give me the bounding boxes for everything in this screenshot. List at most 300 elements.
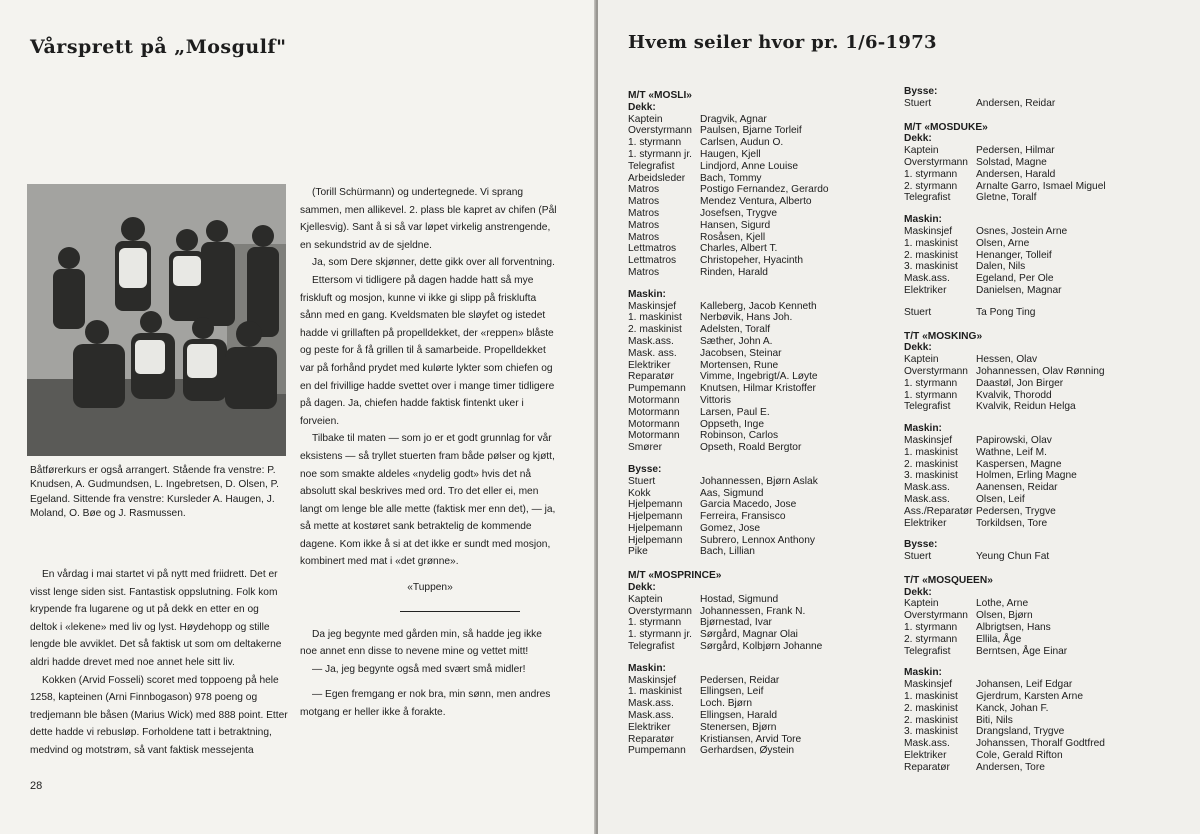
- crew-name: Andersen, Tore: [976, 761, 1045, 773]
- ship-block: [628, 570, 898, 757]
- ship-name: M/T «MOSDUKE»: [904, 121, 988, 133]
- paragraph: (Torill Schürmann) og undertegnede. Vi sprang sammen, men allikevel. 2. plass ble kapret av chifen (Pål Kjellesvig). Sant å si så var løpet virkelig anstrengende, en sekundstrid av de sjeldne.: [300, 187, 557, 251]
- crew-name: Olsen, Bjørn: [976, 610, 1033, 622]
- crew-row: [628, 430, 898, 442]
- crew-row: [628, 324, 898, 336]
- crew-role: Telegrafist: [628, 641, 675, 653]
- crew-role: 3. maskinist: [904, 726, 958, 738]
- crew-role: 1. styrmann: [904, 168, 958, 180]
- crew-role: Arbeidsleder: [628, 172, 686, 184]
- crew-name: Oppseth, Inge: [700, 418, 765, 430]
- crew-role: 1. maskinist: [904, 446, 958, 458]
- crew-role: Overstyrmann: [904, 610, 968, 622]
- crew-name: Adelsten, Toralf: [700, 324, 771, 336]
- ship-block: [904, 122, 1184, 319]
- crew-role: 2. maskinist: [628, 324, 682, 336]
- crew-name: Paulsen, Bjarne Torleif: [700, 125, 802, 137]
- crew-name: Cole, Gerald Rifton: [976, 750, 1063, 762]
- crew-name: Andersen, Reidar: [976, 97, 1056, 109]
- paragraph: Kokken (Arvid Fosseli) scoret med toppoeng på hele 1258, kapteinen (Arni Finnbogason) 978 poeng og tredjemann ble båsen (Marius Wick) med 888 point. Etter dette hadde vi rebusløp. Forholdene tatt i betraktning, medvind og motstrøm, så vant faktisk messejenta: [30, 674, 288, 756]
- crew-row: [904, 691, 1184, 703]
- crew-role: 1. styrmann jr.: [628, 148, 692, 160]
- ship-name: M/T «MOSPRINCE»: [628, 570, 722, 582]
- crew-role: Mask.ass.: [904, 493, 950, 505]
- crew-name: Bach, Lillian: [700, 546, 755, 558]
- crew-name: Gerhardsen, Øystein: [700, 745, 794, 757]
- crew-row: [904, 447, 1184, 459]
- crew-role: Motormann: [628, 418, 680, 430]
- crew-role: Overstyrmann: [904, 156, 968, 168]
- crew-name: Sæther, John A.: [700, 335, 773, 347]
- crew-row: [904, 169, 1184, 181]
- crew-name: Henanger, Tolleif: [976, 249, 1052, 261]
- crew-role: Kaptein: [904, 354, 939, 366]
- section-label: Maskin:: [904, 667, 942, 679]
- crew-row: [904, 598, 1184, 610]
- crew-role: Kokk: [628, 487, 651, 499]
- crew-name: Johanssen, Thoralf Godtfred: [976, 738, 1105, 750]
- crew-row: [904, 762, 1184, 774]
- crew-row: [904, 250, 1184, 262]
- crew-row: [904, 261, 1184, 273]
- crew-row: [628, 184, 898, 196]
- crew-name: Bjørnestad, Ivar: [700, 617, 772, 629]
- crew-row: [628, 125, 898, 137]
- crew-row: [904, 726, 1184, 738]
- section-label: Maskin:: [904, 423, 942, 435]
- crew-name: Ellingsen, Harald: [700, 710, 778, 722]
- crew-row: [628, 722, 898, 734]
- crew-role: Mask.ass.: [628, 710, 674, 722]
- crew-name: Larsen, Paul E.: [700, 406, 770, 418]
- crew-role: 2. maskinist: [904, 249, 958, 261]
- crew-name: Kalleberg, Jacob Kenneth: [700, 300, 817, 312]
- crew-row: [628, 617, 898, 629]
- crew-row: [628, 114, 898, 126]
- crew-section: [628, 102, 898, 279]
- crew-row: [628, 407, 898, 419]
- crew-role: 1. styrmann: [904, 389, 958, 401]
- crew-role: Matros: [628, 266, 660, 278]
- article-column-1: [30, 566, 288, 760]
- crew-name: Hansen, Sigurd: [700, 219, 771, 231]
- crew-name: Robinson, Carlos: [700, 430, 779, 442]
- crew-name: Sørgård, Kolbjørn Johanne: [700, 641, 823, 653]
- crew-section: [904, 667, 1184, 773]
- crew-role: Motormann: [628, 394, 680, 406]
- crew-role: Mask. ass.: [628, 347, 677, 359]
- crew-row: [904, 506, 1184, 518]
- anecdote-line: — Egen fremgang er nok bra, min sønn, men andres motgang er heller ikke å forakte.: [300, 689, 551, 719]
- crew-row: [904, 226, 1184, 238]
- photo-caption: Båtførerkurs er også arrangert. Stående fra venstre: P. Knudsen, A. Gudmundsen, L. Ingebretsen, D. Olsen, P. Egeland. Sittende fra venstre: Kursleder A. Haugen, J. Moland, O. Bøe og J. Rasmussen.: [30, 465, 279, 520]
- crew-role: Telegrafist: [904, 401, 951, 413]
- crew-role: 1. maskinist: [628, 686, 682, 698]
- crew-role: Stuert: [904, 97, 932, 109]
- crew-name: Pedersen, Hilmar: [976, 145, 1055, 157]
- crew-name: Knutsen, Hilmar Kristoffer: [700, 383, 816, 395]
- crew-role: Matros: [628, 207, 660, 219]
- crew-name: Kvalvik, Reidun Helga: [976, 401, 1076, 413]
- crew-row: [628, 675, 898, 687]
- crew-name: Torkildsen, Tore: [976, 517, 1048, 529]
- crew-row: [628, 336, 898, 348]
- crew-role: Elektriker: [904, 284, 947, 296]
- crew-row: [628, 546, 898, 558]
- crew-role: Motormann: [628, 430, 680, 442]
- crew-row: [904, 435, 1184, 447]
- crew-name: Haugen, Kjell: [700, 148, 761, 160]
- crew-role: 1. maskinist: [628, 312, 682, 324]
- crew-role: Reparatør: [628, 733, 674, 745]
- crew-row: [628, 196, 898, 208]
- crew-role: Telegrafist: [904, 645, 951, 657]
- crew-row: [904, 181, 1184, 193]
- crew-name: Olsen, Arne: [976, 237, 1030, 249]
- section-label: Dekk:: [904, 342, 932, 354]
- crew-row: [628, 710, 898, 722]
- crew-name: Johansen, Leif Edgar: [976, 679, 1073, 691]
- crew-row: [628, 629, 898, 641]
- crew-row: [904, 738, 1184, 750]
- crew-row: [628, 220, 898, 232]
- crew-name: Papirowski, Olav: [976, 434, 1052, 446]
- crew-role: 1. maskinist: [904, 237, 958, 249]
- crew-row: [904, 354, 1184, 366]
- crew-role: Maskinsjef: [628, 674, 677, 686]
- crew-row: [628, 232, 898, 244]
- crew-role: 1. styrmann: [904, 377, 958, 389]
- crew-name: Olsen, Leif: [976, 493, 1025, 505]
- crew-name: Kristiansen, Arvid Tore: [700, 733, 802, 745]
- paragraph: Tilbake til maten — som jo er et godt grunnlag for vår eksistens — så tryllet stuerten fram både pølser og kjøtt, noe som smakte aldeles «nydelig godt» hvis det nå absolutt skal beskrives med ord. Tro det eller ei, men langt om lenge ble alle mette (faktisk mer enn det), — ja, så mette at kostøret sank betraktelig de kommende dagene. Kom ikke å si at det ikke er sundt med mosjon, kombinert med mat i «det grønne».: [300, 433, 556, 568]
- crew-name: Dragvik, Agnar: [700, 113, 767, 125]
- crew-name: Drangsland, Trygve: [976, 726, 1065, 738]
- crew-role: 1. maskinist: [904, 691, 958, 703]
- crew-section: [904, 86, 1184, 110]
- crew-role: Maskinsjef: [904, 679, 953, 691]
- crew-role: Lettmatros: [628, 243, 677, 255]
- crew-row: [904, 703, 1184, 715]
- crew-row: [628, 745, 898, 757]
- crew-name: Mortensen, Rune: [700, 359, 779, 371]
- article-column-2: [300, 184, 560, 722]
- crew-row: [628, 523, 898, 535]
- crew-section: [628, 289, 898, 454]
- section-label: Bysse:: [628, 463, 662, 475]
- crew-role: Hjelpemann: [628, 534, 683, 546]
- crew-row: [628, 243, 898, 255]
- paragraph: En vårdag i mai startet vi på nytt med friidrett. Det er visst lenge siden sist. Fantastisk oppslutning. Folk kom krypende fra lugarene og ut på dekk en etter en og deltok i «lekene» med liv og lyst. Høydehopp og stille lengde ble avviklet. Det så faktisk ut som om deltakerne aldri hadde drevet med noe annet hele sitt liv.: [30, 569, 282, 668]
- crew-role: Telegrafist: [904, 192, 951, 204]
- crew-row: [628, 360, 898, 372]
- section-label: Maskin:: [628, 662, 666, 674]
- crew-row: [904, 750, 1184, 762]
- crew-role: Overstyrmann: [628, 605, 692, 617]
- crew-name: Lindjord, Anne Louise: [700, 160, 798, 172]
- crew-row: [904, 273, 1184, 285]
- crew-name: Ferreira, Fransisco: [700, 511, 786, 523]
- crew-name: Egeland, Per Ole: [976, 273, 1054, 285]
- crew-role: Elektriker: [904, 517, 947, 529]
- author-signature: «Tuppen»: [407, 582, 453, 594]
- crew-role: Mask.ass.: [628, 335, 674, 347]
- crew-row: [628, 267, 898, 279]
- crew-section: [904, 307, 1184, 319]
- crew-name: Ellingsen, Leif: [700, 686, 764, 698]
- crew-row: [628, 535, 898, 547]
- crew-role: 1. styrmann: [628, 617, 682, 629]
- crew-row: [628, 395, 898, 407]
- crew-row: [904, 459, 1184, 471]
- crew-row: [628, 511, 898, 523]
- crew-role: Pumpemann: [628, 383, 686, 395]
- crew-section: [904, 342, 1184, 413]
- crew-row: [628, 488, 898, 500]
- crew-row: [628, 594, 898, 606]
- crew-row: [904, 157, 1184, 169]
- crew-name: Gjerdrum, Karsten Arne: [976, 691, 1084, 703]
- crew-name: Carlsen, Audun O.: [700, 137, 784, 149]
- group-photo: [27, 184, 286, 456]
- crew-name: Opseth, Roald Bergtor: [700, 442, 802, 454]
- crew-role: Matros: [628, 219, 660, 231]
- section-label: Maskin:: [904, 214, 942, 226]
- crew-row: [904, 192, 1184, 204]
- crew-name: Pedersen, Reidar: [700, 674, 780, 686]
- crew-section: [628, 582, 898, 653]
- crew-row: [904, 390, 1184, 402]
- crew-role: Matros: [628, 184, 660, 196]
- crew-row: [628, 698, 898, 710]
- crew-role: Hjelpemann: [628, 499, 683, 511]
- crew-role: 2. styrmann: [904, 633, 958, 645]
- crew-row: [904, 470, 1184, 482]
- anecdote-line: Da jeg begynte med gården min, så hadde jeg ikke noe annet enn disse to nevene mine og vettet mitt!: [300, 628, 542, 658]
- crew-section: [904, 214, 1184, 297]
- crew-role: Mask.ass.: [904, 482, 950, 494]
- crew-row: [904, 610, 1184, 622]
- crew-row: [628, 161, 898, 173]
- crew-role: Matros: [628, 196, 660, 208]
- crew-role: Reparatør: [628, 371, 674, 383]
- left-page: [0, 0, 596, 834]
- crew-name: Garcia Macedo, Jose: [700, 499, 797, 511]
- crew-name: Johannessen, Bjørn Aslak: [700, 475, 818, 487]
- crew-role: 3. maskinist: [904, 261, 958, 273]
- crew-name: Bach, Tommy: [700, 172, 762, 184]
- divider: [400, 611, 520, 612]
- crew-row: [628, 149, 898, 161]
- crew-name: Rosåsen, Kjell: [700, 231, 766, 243]
- crew-name: Arnalte Garro, Ismael Miguel: [976, 180, 1106, 192]
- section-label: Maskin:: [628, 288, 666, 300]
- crew-row: [628, 312, 898, 324]
- crew-row: [904, 634, 1184, 646]
- crew-row: [904, 145, 1184, 157]
- crew-row: [628, 208, 898, 220]
- crew-name: Josefsen, Trygve: [700, 207, 778, 219]
- crew-row: [904, 401, 1184, 413]
- crew-name: Ellila, Åge: [976, 633, 1022, 645]
- crew-role: Mask.ass.: [628, 698, 674, 710]
- crew-name: Holmen, Erling Magne: [976, 470, 1077, 482]
- ship-block: [904, 575, 1184, 774]
- ship-name: T/T «MOSQUEEN»: [904, 574, 993, 586]
- crew-name: Mendez Ventura, Alberto: [700, 196, 812, 208]
- crew-row: [628, 419, 898, 431]
- crew-row: [628, 442, 898, 454]
- crew-role: Stuert: [628, 475, 656, 487]
- crew-role: Elektriker: [628, 721, 671, 733]
- crew-name: Johannessen, Olav Rønning: [976, 365, 1105, 377]
- crew-role: Maskinsjef: [904, 434, 953, 446]
- crew-section: [904, 539, 1184, 563]
- crew-name: Subrero, Lennox Anthony: [700, 534, 815, 546]
- crew-role: 1. styrmann jr.: [628, 629, 692, 641]
- right-page: [598, 0, 1200, 834]
- crew-name: Vittoris: [700, 394, 731, 406]
- crew-row: [628, 173, 898, 185]
- crew-name: Lothe, Arne: [976, 598, 1029, 610]
- crew-name: Kanck, Johan F.: [976, 702, 1049, 714]
- crew-column-left: [628, 90, 898, 769]
- crew-name: Danielsen, Magnar: [976, 284, 1062, 296]
- crew-row: [628, 476, 898, 488]
- crew-name: Pedersen, Trygve: [976, 505, 1056, 517]
- crew-role: Hjelpemann: [628, 522, 683, 534]
- crew-row: [628, 255, 898, 267]
- crew-role: Mask.ass.: [904, 738, 950, 750]
- section-label: Dekk:: [628, 101, 656, 113]
- crew-name: Hessen, Olav: [976, 354, 1038, 366]
- crew-role: 2. maskinist: [904, 702, 958, 714]
- crew-section: [904, 423, 1184, 529]
- crew-section: [904, 587, 1184, 658]
- paragraph: Ja, som Dere skjønner, dette gikk over all forventning.: [312, 257, 555, 269]
- crew-role: Kaptein: [628, 593, 663, 605]
- roster-title: Hvem seiler hvor pr. 1/6-1973: [628, 32, 937, 53]
- crew-name: Johannessen, Frank N.: [700, 605, 806, 617]
- crew-row: [904, 715, 1184, 727]
- crew-name: Biti, Nils: [976, 714, 1013, 726]
- crew-name: Christopeher, Hyacinth: [700, 255, 804, 267]
- crew-role: Kaptein: [628, 113, 663, 125]
- crew-role: Maskinsjef: [628, 300, 677, 312]
- crew-role: Kaptein: [904, 598, 939, 610]
- crew-row: [628, 301, 898, 313]
- paragraph: Ettersom vi tidligere på dagen hadde hatt så mye friskluft og mosjon, kunne vi ikke gi slipp på frisklufta sånn med en gang. Kveldsmaten ble sløyfet og istedet hadde vi grillaften på propelldekket, der «reppen» blåste og peste for å få grillen til å samarbeide. Propelldekket var på forhånd prydet med kulørte lykter som chiefen og en del frivillige hadde svettet over i mange timer tidligere på dagen. Ja, chiefen hadde faktisk fintenkt uker i forveien.: [300, 274, 555, 427]
- crew-name: Nerbøvik, Hans Joh.: [700, 312, 793, 324]
- crew-role: Elektriker: [904, 750, 947, 762]
- crew-name: Osnes, Jostein Arne: [976, 225, 1068, 237]
- crew-row: [904, 551, 1184, 563]
- crew-role: Matros: [628, 231, 660, 243]
- crew-role: Overstyrmann: [628, 125, 692, 137]
- crew-name: Hostad, Sigmund: [700, 593, 779, 605]
- crew-name: Jacobsen, Steinar: [700, 347, 782, 359]
- crew-name: Daastøl, Jon Birger: [976, 377, 1064, 389]
- crew-name: Postigo Fernandez, Gerardo: [700, 184, 829, 196]
- crew-row: [628, 499, 898, 511]
- crew-section: [904, 133, 1184, 204]
- crew-name: Charles, Albert T.: [700, 243, 778, 255]
- crew-row: [904, 518, 1184, 530]
- crew-role: Maskinsjef: [904, 225, 953, 237]
- crew-name: Wathne, Leif M.: [976, 446, 1047, 458]
- crew-row: [628, 686, 898, 698]
- crew-name: Gomez, Jose: [700, 522, 761, 534]
- crew-row: [628, 383, 898, 395]
- crew-role: 2. maskinist: [904, 714, 958, 726]
- crew-name: Solstad, Magne: [976, 156, 1047, 168]
- crew-row: [628, 137, 898, 149]
- section-label: Bysse:: [904, 86, 938, 97]
- ship-name: T/T «MOSKING»: [904, 330, 983, 342]
- crew-role: Overstyrmann: [904, 365, 968, 377]
- crew-role: 1. styrmann: [628, 137, 682, 149]
- crew-section: [628, 464, 898, 558]
- crew-role: Stuert: [904, 306, 932, 318]
- crew-row: [628, 606, 898, 618]
- anecdote-line: — Ja, jeg begynte også med svært små midler!: [312, 663, 526, 675]
- crew-role: 1. styrmann: [904, 622, 958, 634]
- crew-name: Sørgård, Magnar Olai: [700, 629, 798, 641]
- crew-role: Lettmatros: [628, 255, 677, 267]
- crew-role: 2. styrmann: [904, 180, 958, 192]
- group-photo-illustration: [27, 184, 286, 456]
- crew-role: Ass./Reparatør: [904, 505, 973, 517]
- crew-row: [904, 238, 1184, 250]
- crew-row: [904, 679, 1184, 691]
- crew-name: Aas, Sigmund: [700, 487, 764, 499]
- crew-column-right: [904, 86, 1184, 786]
- crew-row: [904, 307, 1184, 319]
- crew-row: [628, 371, 898, 383]
- crew-section: [628, 663, 898, 757]
- ship-block: [904, 86, 1184, 110]
- crew-row: [904, 98, 1184, 110]
- crew-row: [904, 285, 1184, 297]
- crew-row: [628, 348, 898, 360]
- crew-role: 2. maskinist: [904, 458, 958, 470]
- crew-name: Dalen, Nils: [976, 261, 1026, 273]
- crew-role: Reparatør: [904, 761, 950, 773]
- crew-role: Pike: [628, 546, 648, 558]
- crew-row: [904, 378, 1184, 390]
- crew-row: [628, 734, 898, 746]
- ship-name: M/T «MOSLI»: [628, 90, 692, 101]
- section-label: Dekk:: [628, 582, 656, 594]
- crew-row: [904, 482, 1184, 494]
- section-label: Bysse:: [904, 539, 938, 551]
- crew-name: Yeung Chun Fat: [976, 551, 1050, 563]
- crew-role: Elektriker: [628, 359, 671, 371]
- crew-role: Telegrafist: [628, 160, 675, 172]
- crew-name: Aanensen, Reidar: [976, 482, 1058, 494]
- article-title: Vårsprett på „Mosgulf": [30, 36, 287, 58]
- crew-name: Albrigtsen, Hans: [976, 622, 1051, 634]
- crew-role: Kaptein: [904, 145, 939, 157]
- crew-row: [904, 494, 1184, 506]
- crew-name: Andersen, Harald: [976, 168, 1056, 180]
- ship-block: [628, 90, 898, 558]
- crew-role: Hjelpemann: [628, 511, 683, 523]
- crew-name: Ta Pong Ting: [976, 306, 1036, 318]
- crew-name: Rinden, Harald: [700, 266, 768, 278]
- crew-name: Kvalvik, Thorodd: [976, 389, 1052, 401]
- crew-row: [904, 622, 1184, 634]
